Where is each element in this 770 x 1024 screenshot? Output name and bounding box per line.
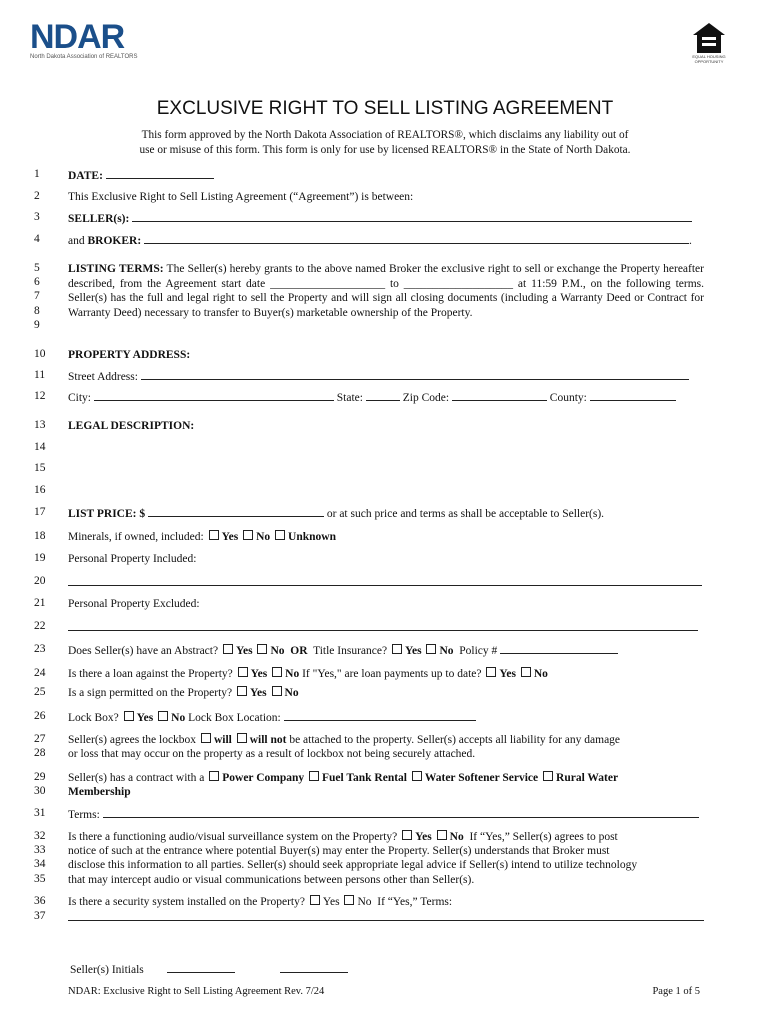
unknown-label: Unknown	[288, 531, 336, 543]
parties-intro: This Exclusive Right to Sell Listing Agreement (“Agreement”) is between:	[68, 191, 414, 203]
line-number: 24	[34, 667, 46, 679]
line-number: 16	[34, 484, 46, 496]
line-number: 14	[34, 441, 46, 453]
rural-water-checkbox[interactable]	[543, 771, 553, 781]
line-number: 13	[34, 419, 46, 431]
no-label: No	[533, 668, 548, 680]
membership-label: Membership	[68, 786, 131, 798]
water-softener-label: Water Softener Service	[424, 772, 539, 784]
lockbox-will-not-checkbox[interactable]	[237, 733, 247, 743]
zip-field[interactable]	[452, 390, 547, 401]
logo-subtitle: North Dakota Association of REALTORS	[30, 54, 138, 60]
equal-housing-logo	[692, 22, 726, 64]
line-number: 18	[34, 530, 46, 542]
line-number: 5	[34, 262, 40, 274]
loan-current-label: If "Yes," are loan payments up to date?	[302, 668, 482, 680]
sign-no-checkbox[interactable]	[272, 686, 282, 696]
av-text-2: notice of such at the entrance where potential Buyer(s) may enter the Property. Seller(s) understands that Broker must	[68, 845, 610, 857]
initials-field-1[interactable]	[167, 962, 235, 973]
line-number: 27	[34, 733, 46, 745]
power-company-checkbox[interactable]	[209, 771, 219, 781]
initials-row	[70, 962, 704, 978]
av-question: Is there a functioning audio/visual surveillance system on the Property?	[68, 831, 398, 843]
line-number: 30	[34, 785, 46, 797]
av-yes-checkbox[interactable]	[402, 830, 412, 840]
intro-line-1: This form approved by the North Dakota Association of REALTORS®, which disclaims any liability out of	[141, 129, 629, 141]
page-number: Page 1 of 5	[652, 986, 700, 997]
pp-excluded-label: Personal Property Excluded:	[68, 598, 200, 610]
and-text: and	[68, 235, 88, 247]
initials-label: Seller(s) Initials	[70, 964, 144, 976]
loan-current-no-checkbox[interactable]	[521, 667, 531, 677]
line-number: 37	[34, 910, 46, 922]
abstract-yes-checkbox[interactable]	[223, 644, 233, 654]
listing-terms-paragraph	[68, 262, 704, 320]
lockbox-agree-label: Seller(s) agrees the lockbox	[68, 734, 197, 746]
street-field[interactable]	[141, 369, 689, 380]
yes-label: Yes	[250, 687, 267, 699]
loan-no-checkbox[interactable]	[272, 667, 282, 677]
policy-field[interactable]	[500, 643, 618, 654]
initials-field-2[interactable]	[280, 962, 348, 973]
security-question: Is there a security system installed on the Property?	[68, 896, 305, 908]
county-label: County:	[549, 392, 587, 404]
line-number: 31	[34, 807, 46, 819]
av-no-checkbox[interactable]	[437, 830, 447, 840]
yes-label: Yes	[250, 668, 268, 680]
pp-excluded-field[interactable]	[68, 620, 698, 631]
listing-terms-label: LISTING TERMS:	[68, 263, 164, 275]
list-price-row	[68, 506, 704, 522]
no-label: No	[449, 831, 464, 843]
av-row	[68, 830, 704, 845]
abstract-label: Does Seller(s) have an Abstract?	[68, 645, 219, 657]
minerals-yes-checkbox[interactable]	[209, 530, 219, 540]
yes-label: Yes	[499, 668, 516, 680]
rural-water-label: Rural Water	[556, 772, 619, 784]
logo-text: NDAR	[30, 18, 125, 56]
minerals-label: Minerals, if owned, included:	[68, 531, 204, 543]
list-price-tail: or at such price and terms as shall be acceptable to Seller(s).	[326, 508, 605, 520]
or-label: OR	[290, 645, 308, 657]
no-label: No	[256, 531, 271, 543]
line-number: 12	[34, 390, 46, 402]
line-number: 7	[34, 290, 40, 302]
line-number: 3	[34, 211, 40, 223]
legal-description-heading	[68, 419, 704, 434]
line-number: 25	[34, 686, 46, 698]
terms-label: Terms:	[68, 809, 100, 821]
terms-field[interactable]	[103, 807, 699, 818]
no-label: No	[285, 668, 300, 680]
line-number: 8	[34, 305, 40, 317]
membership-row	[68, 785, 704, 800]
seller-row	[68, 211, 704, 227]
no-label: No	[270, 645, 285, 657]
security-row	[68, 895, 704, 910]
yes-label: Yes	[415, 831, 432, 843]
street-row	[68, 369, 704, 385]
security-terms-field[interactable]	[68, 910, 704, 921]
line-number: 19	[34, 552, 46, 564]
line-number: 1	[34, 168, 40, 180]
av-text-3: disclose this information to all parties. Seller(s) should seek appropriate legal advice if Seller(s) intend to utilize technology	[68, 859, 638, 871]
line-number: 11	[34, 369, 46, 381]
contract-label: Seller(s) has a contract with a	[68, 772, 205, 784]
listing-terms-text: The Seller(s) hereby grants to the above named Broker the exclusive right to sell or exchange the Property hereafter described, from the Agreement start date ____________________ to ___________________ at 11:59 P.M., on the following terms. Seller(s) has the full and legal right to sell the Property and will sign all closing documents (including a Warranty Deed or Contract for Warranty Deed) necessary to transfer to Buyer(s) marketable ownership of the Property.	[68, 263, 704, 319]
will-not-label: will not	[249, 734, 287, 746]
security-terms-row	[68, 910, 704, 926]
date-label: DATE:	[68, 170, 103, 182]
pp-included-label: Personal Property Included:	[68, 553, 197, 565]
house-icon	[692, 22, 726, 54]
zip-label: Zip Code:	[402, 392, 450, 404]
list-price-field[interactable]	[148, 506, 324, 517]
water-softener-checkbox[interactable]	[412, 771, 422, 781]
lockbox-label: Lock Box?	[68, 712, 119, 724]
line-number: 22	[34, 620, 46, 632]
no-label: No	[439, 645, 454, 657]
line-number: 28	[34, 747, 46, 759]
lockbox-yes-checkbox[interactable]	[124, 711, 134, 721]
seller-label: SELLER(s):	[68, 213, 130, 225]
property-address-heading	[68, 348, 704, 363]
property-address-label: PROPERTY ADDRESS:	[68, 349, 191, 361]
footer-form-name: NDAR: Exclusive Right to Sell Listing Agreement Rev. 7/24	[68, 986, 325, 997]
lockbox-row	[68, 710, 704, 726]
power-company-label: Power Company	[222, 772, 305, 784]
loan-row	[68, 667, 704, 682]
loan-label: Is there a loan against the Property?	[68, 668, 233, 680]
lockbox-text-2: or loss that may occur on the property as a result of lockbox not being securely attached.	[68, 748, 476, 760]
state-label: State:	[336, 392, 363, 404]
title-no-checkbox[interactable]	[426, 644, 436, 654]
title-insurance-label: Title Insurance?	[313, 645, 388, 657]
line-number: 35	[34, 873, 46, 885]
no-label: No	[284, 687, 299, 699]
line-number: 34	[34, 858, 46, 870]
title-yes-checkbox[interactable]	[392, 644, 402, 654]
city-label: City:	[68, 392, 92, 404]
no-label: No	[171, 712, 186, 724]
lockbox-agree-row	[68, 733, 704, 748]
sign-label: Is a sign permitted on the Property?	[68, 687, 233, 699]
yes-label: Yes	[322, 896, 340, 908]
yes-label: Yes	[221, 531, 239, 543]
eho-caption: EQUAL HOUSING OPPORTUNITY	[692, 54, 726, 64]
security-no-checkbox[interactable]	[344, 895, 354, 905]
yes-label: Yes	[404, 645, 422, 657]
pp-included-field[interactable]	[68, 575, 702, 586]
list-price-label: LIST PRICE: $	[68, 508, 146, 520]
contract-row	[68, 771, 704, 786]
date-field[interactable]	[106, 168, 214, 179]
lockbox-location-label: Lock Box Location:	[188, 712, 281, 724]
sign-row	[68, 686, 704, 701]
line-number: 6	[34, 276, 40, 288]
line-number: 23	[34, 643, 46, 655]
fuel-tank-checkbox[interactable]	[309, 771, 319, 781]
line-number: 2	[34, 190, 40, 202]
line-number: 33	[34, 844, 46, 856]
lockbox-text-1: be attached to the property. Seller(s) accepts all liability for any damage	[289, 734, 621, 746]
av-if-text: If “Yes,” Seller(s) agrees to post	[469, 831, 618, 843]
intro-line-2: use or misuse of this form. This form is only for use by licensed REALTORS® in the State of North Dakota.	[139, 144, 631, 156]
lockbox-no-checkbox[interactable]	[158, 711, 168, 721]
no-label: No	[357, 896, 372, 908]
broker-row: and BROKER: .	[68, 235, 692, 247]
legal-description-label: LEGAL DESCRIPTION:	[68, 420, 195, 432]
abstract-row	[68, 643, 704, 659]
page-title: EXCLUSIVE RIGHT TO SELL LISTING AGREEMENT	[156, 98, 614, 119]
date-row	[68, 168, 704, 184]
pp-included-row	[68, 575, 704, 591]
loan-current-yes-checkbox[interactable]	[486, 667, 496, 677]
pp-excluded-row	[68, 620, 704, 636]
line-number: 32	[34, 830, 46, 842]
minerals-row	[68, 530, 704, 545]
av-text-4: that may intercept audio or visual communications between persons other than Seller(s).	[68, 874, 475, 886]
security-if-text: If “Yes,” Terms:	[377, 896, 453, 908]
will-label: will	[213, 734, 232, 746]
line-number: 17	[34, 506, 46, 518]
sign-yes-checkbox[interactable]	[237, 686, 247, 696]
minerals-unknown-checkbox[interactable]	[275, 530, 285, 540]
line-number: 21	[34, 597, 46, 609]
fuel-tank-label: Fuel Tank Rental	[322, 772, 407, 784]
broker-label: BROKER:	[87, 235, 142, 247]
ndar-logo	[30, 20, 138, 60]
line-number: 26	[34, 710, 46, 722]
line-number: 20	[34, 575, 46, 587]
intro-text	[100, 128, 670, 158]
security-yes-checkbox[interactable]	[310, 895, 320, 905]
line-number: 29	[34, 771, 46, 783]
line-number: 10	[34, 348, 46, 360]
minerals-no-checkbox[interactable]	[243, 530, 253, 540]
city-row	[68, 390, 704, 406]
loan-yes-checkbox[interactable]	[238, 667, 248, 677]
lockbox-location-field[interactable]	[284, 710, 476, 721]
abstract-no-checkbox[interactable]	[257, 644, 267, 654]
state-field[interactable]	[366, 390, 400, 401]
street-label: Street Address:	[68, 371, 138, 383]
policy-label: Policy #	[459, 645, 498, 657]
line-number: 36	[34, 895, 46, 907]
broker-field[interactable]	[144, 233, 689, 244]
yes-label: Yes	[136, 712, 154, 724]
city-field[interactable]	[94, 390, 334, 401]
terms-row	[68, 807, 704, 823]
lockbox-will-checkbox[interactable]	[201, 733, 211, 743]
line-number: 4	[34, 233, 40, 245]
yes-label: Yes	[235, 645, 253, 657]
seller-field[interactable]	[132, 211, 692, 222]
line-number: 15	[34, 462, 46, 474]
county-field[interactable]	[590, 390, 676, 401]
line-number: 9	[34, 319, 40, 331]
